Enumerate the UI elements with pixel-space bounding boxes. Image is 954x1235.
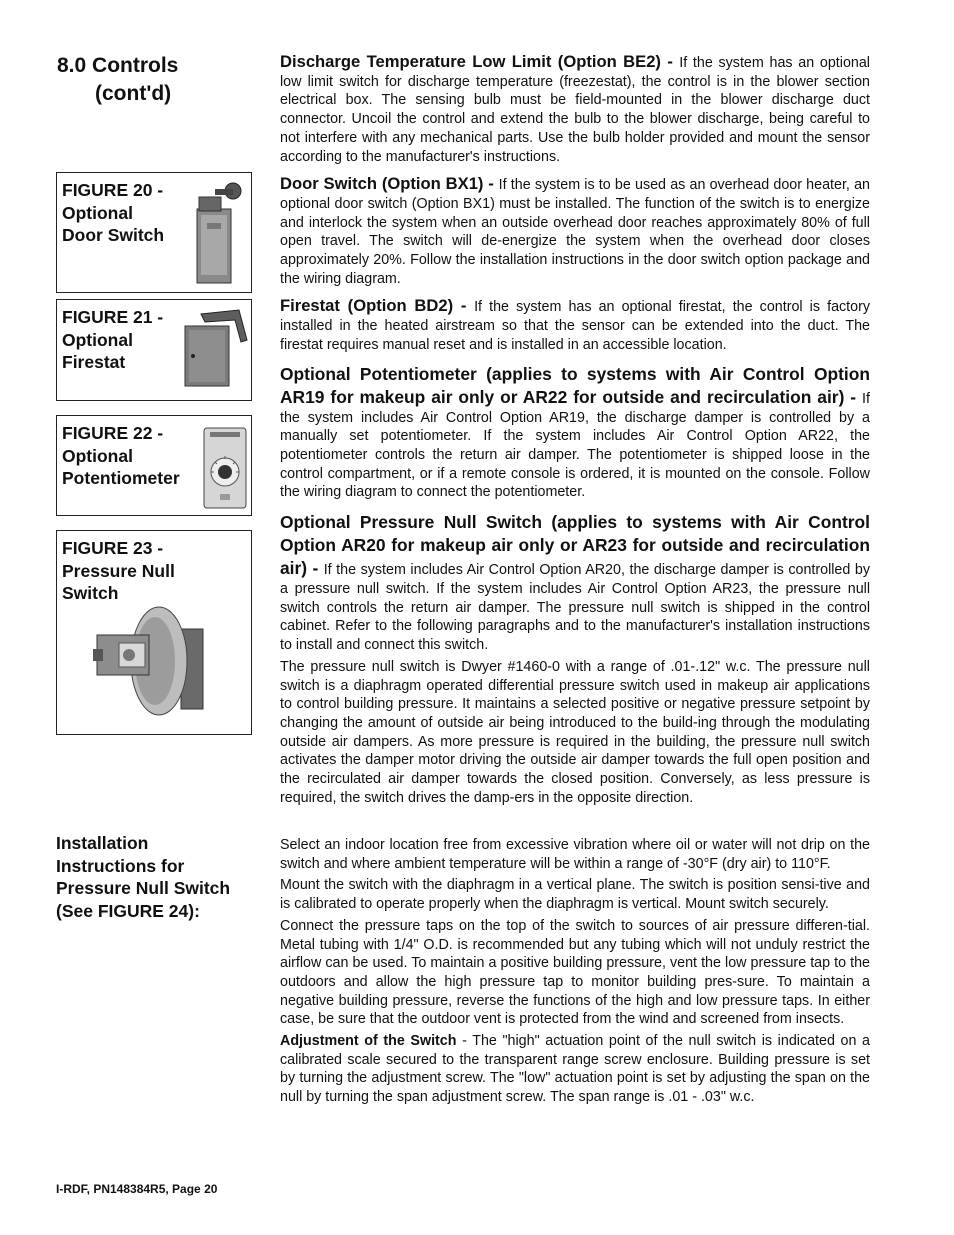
body-pressure-null: If the system includes Air Control Option AR20, the discharge damper is controlled by a pressure null switch. If the system includes Air Control Option AR23, the pressure null switch controls the return air damper. The pressure null switch is shipped in the control cabinet. Refer to the following paragraphs and to the manufacturer's installation instructions to install and connect this switch. (280, 562, 870, 654)
heading-door-switch: Door Switch (Option BX1) - (280, 174, 499, 194)
paragraph-low-limit (280, 53, 870, 166)
section-title-line2: (cont'd) (95, 82, 172, 105)
section-title-line1: 8.0 Controls (57, 54, 179, 77)
paragraph-potentiometer (280, 363, 870, 503)
figure-23-caption: FIGURE 23 - Pressure Null Switch (62, 538, 175, 603)
install-paragraph-location: Select an indoor location free from excessive vibration where oil or water will not drip on the switch and where ambient temperature will be within a range of -30°F (dry air) to 110°F. (280, 837, 870, 872)
install-paragraph-adjustment (280, 1032, 870, 1107)
potentiometer-photo (202, 426, 248, 510)
figure-22-caption: FIGURE 22 - Optional Potentiometer (62, 423, 180, 488)
main-text-column (280, 53, 870, 808)
adjustment-heading: Adjustment of the Switch (280, 1033, 457, 1050)
install-paragraph-mount: Mount the switch with the diaphragm in a vertical plane. The switch is position sensi-tive and is calibrated to operate properly when the diaphragm is vertical. Mount switch securely. (280, 877, 870, 913)
figure-22 (56, 415, 252, 516)
heading-pressure-null: Optional Pressure Null Switch (applies to systems with Air Control Option AR20 for makeup air only or AR23 for outside and recirculation air) - (280, 512, 870, 579)
pressure-null-switch-photo (89, 603, 219, 719)
firestat-photo (181, 308, 249, 390)
section-title (57, 52, 178, 108)
adjustment-body: - The "high" actuation point of the null switch is indicated on a calibrated scale secured to the transparent range screw enclosure. Building pressure is set by turning the adjustment screw. The "low" actuation point is set by adjusting the span on the null by turning the span adjustment screw. The span range is .01 - .03" w.c. (280, 1033, 870, 1106)
figure-21-caption: FIGURE 21 - Optional Firestat (62, 307, 164, 372)
install-heading: Installation Instructions for Pressure Null Switch (See FIGURE 24): (56, 833, 231, 921)
figure-20 (56, 172, 252, 293)
install-paragraph-taps: Connect the pressure taps on the top of the switch to sources of air pressure differen-tial. Metal tubing with 1/4" O.D. is recommended but any tubing which will not unduly restrict the airflow can be used. To maintain a positive building pressure, vent the low pressure tap to the outdoors and allow the high pressure tap to monitor building pres-sure. To maintain a negative building pressure, reverse the functions of the high and low pressure taps. In either case, be sure that the outdoor vent is protected from the wind and screened from insects. (280, 917, 870, 1028)
heading-low-limit: Discharge Temperature Low Limit (Option BE2) - (280, 52, 680, 71)
figure-21 (56, 299, 252, 401)
body-potentiometer: If the system includes Air Control Option AR19, the discharge damper is controlled by a manually set potentiometer. If the system includes Air Control Option AR22, the potentiometer controls the return air damper. The potentiometer is shipped loose in the control compartment, or if a remote console is ordered, it is mounted on the console. Follow the wiring diagram to connect the potentiometer. (280, 390, 870, 501)
paragraph-firestat (280, 297, 870, 354)
figure-20-caption: FIGURE 20 - Optional Door Switch (62, 180, 165, 245)
paragraph-pressure-null-detail: The pressure null switch is Dwyer #1460-0 with a range of .01-.12" w.c. The pressure null switch is a diaphragm operated differential pressure switch used in makeup air applications to control building pressure. It maintains a selected positive or negative pressure setpoint by changing the amount of outside air being introduced to the build-ing through the modulating outside air dampers. As more pressure is required in the building, the pressure null switch activates the damper motor driving the outside air damper towards the full open position and the recirculated air damper towards the closed position. Conversely, as less pressure is required, the switch drives the damp-ers in the opposite direction. (280, 658, 870, 806)
paragraph-door-switch (280, 175, 870, 288)
page-footer: I-RDF, PN148384R5, Page 20 (56, 1182, 218, 1196)
heading-firestat: Firestat (Option BD2) - (280, 296, 475, 316)
body-door-switch: If the system is to be used as an overhead door heater, an optional door switch (Option BX1) must be installed. The function of the switch is to energize and interlock the system when an outside overhead door reaches approximately 80% of full open travel. The switch will de-energize the system when the overhead door closes approximately 20%. Follow the installation instructions in the door switch option package and the wiring diagram. (280, 177, 870, 287)
install-text-column (280, 836, 870, 1107)
door-switch-photo (185, 179, 245, 287)
body-low-limit: If the system has an optional low limit switch for discharge temperature (freezestat), the control is in the blower section electrical box. The sensing bulb must be field-mounted in the blower discharge duct connector. Uncoil the control and extend the bulb to the blower discharge, being careful to not interfere with any mechanical parts. Use the bulb holder provided and mount the sensor according to the manufacturer's instructions. (280, 55, 870, 165)
figure-23 (56, 530, 252, 735)
body-firestat: If the system has an optional firestat, the control is factory installed in the heated airstream so that the sensor can be extended into the duct. The firestat requires manual reset and is installed in an accessible location. (280, 299, 870, 353)
paragraph-pressure-null (280, 511, 870, 655)
heading-potentiometer: Optional Potentiometer (applies to systems with Air Control Option AR19 for makeup air only or AR22 for outside and recirculation air) - (280, 363, 870, 407)
